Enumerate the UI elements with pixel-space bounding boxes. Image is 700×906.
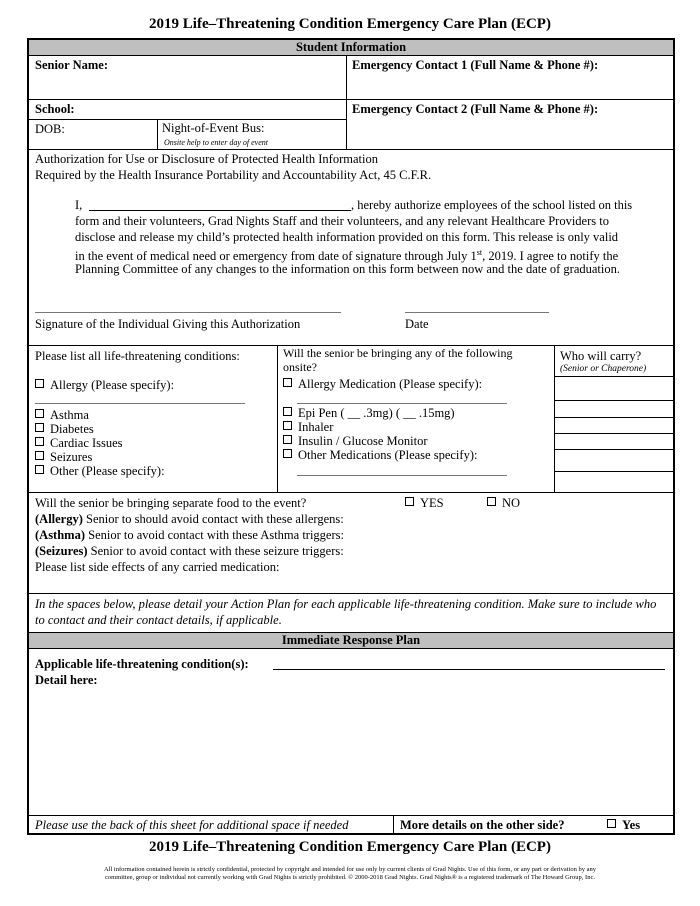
bus-label: Night-of-Event Bus: (162, 121, 265, 135)
condition-other[interactable]: Other (Please specify): (35, 463, 165, 479)
footer-line-2: committee, group or individual not currently working with Grad Nights is strictly prohibited. © 2000-2018 Grad Nights. Grad Nights® is a registered trademark of The Howard Group, Inc. (105, 874, 595, 881)
auth-line-5: Planning Committee of any changes to the information on this form between now and the date of graduation. (75, 262, 621, 276)
checkbox-icon[interactable] (607, 819, 616, 828)
checkbox-icon[interactable] (283, 421, 292, 430)
food-yes-option[interactable]: YES (405, 495, 444, 511)
checkbox-icon[interactable] (487, 497, 496, 506)
med-epipen[interactable]: Epi Pen ( __ .3mg) ( __ .15mg) (283, 405, 455, 421)
med-allergy[interactable]: Allergy Medication (Please specify): (283, 376, 482, 392)
auth-heading-2: Required by the Health Insurance Portability and Accountability Act, 45 C.F.R. (35, 168, 432, 182)
asthma-triggers: (Asthma) Senior to avoid contact with these Asthma triggers: (35, 528, 344, 542)
checkbox-icon[interactable] (35, 437, 44, 446)
medications-header: Will the senior be bringing any of the following onsite? (283, 346, 513, 374)
senior-name-label: Senior Name: (35, 58, 109, 72)
date-label: Date (405, 317, 429, 331)
carrier-note: (Senior or Chaperone) (560, 364, 647, 374)
checkbox-icon[interactable] (283, 378, 292, 387)
response-plan-header: Immediate Response Plan (29, 633, 673, 648)
checkbox-icon[interactable] (283, 407, 292, 416)
auth-line-3: disclose and release my child’s protected health information provided on this form. This release is only valid (75, 230, 619, 244)
student-info-header: Student Information (29, 40, 673, 55)
auth-line-1-end: , hereby authorize employees of the school listed on this (351, 198, 633, 212)
checkbox-icon[interactable] (35, 465, 44, 474)
med-other[interactable]: Other Medications (Please specify): (283, 447, 477, 463)
checkbox-icon[interactable] (405, 497, 414, 506)
signature-line[interactable] (35, 312, 341, 313)
dob-label: DOB: (35, 122, 65, 136)
condition-label: Applicable life-threatening condition(s): (35, 657, 249, 671)
bus-note: Onsite help to enter day of event (164, 138, 268, 147)
school-label: School: (35, 102, 75, 116)
condition-input-line[interactable] (273, 669, 665, 670)
checkbox-icon[interactable] (283, 449, 292, 458)
date-line[interactable] (405, 312, 549, 313)
condition-asthma[interactable]: Asthma (35, 407, 89, 423)
auth-heading-1: Authorization for Use or Disclosure of Protected Health Information (35, 152, 378, 166)
emergency-contact-2-label: Emergency Contact 2 (Full Name & Phone #): (352, 102, 599, 116)
carrier-header: Who will carry? (560, 349, 642, 363)
condition-diabetes[interactable]: Diabetes (35, 421, 94, 437)
condition-seizures[interactable]: Seizures (35, 449, 92, 465)
page-title-bottom: 2019 Life–Threatening Condition Emergency Care Plan (ECP) (149, 839, 551, 855)
food-question: Will the senior be bringing separate food to the event? (35, 496, 307, 510)
checkbox-icon[interactable] (35, 379, 44, 388)
auth-line-2: form and their volunteers, Grad Nights Staff and their volunteers, and any relevant Healthcare Providers to (75, 214, 609, 228)
page-title: 2019 Life–Threatening Condition Emergency Care Plan (ECP) (149, 16, 551, 32)
back-of-sheet-note: Please use the back of this sheet for additional space if needed (35, 818, 349, 832)
checkbox-icon[interactable] (283, 435, 292, 444)
allergy-triggers: (Allergy) Senior to should avoid contact with these allergens: (35, 512, 344, 526)
med-insulin[interactable]: Insulin / Glucose Monitor (283, 433, 428, 449)
conditions-header: Please list all life-threatening conditions: (35, 349, 240, 363)
emergency-contact-1-label: Emergency Contact 1 (Full Name & Phone #): (352, 58, 599, 72)
food-no-option[interactable]: NO (487, 495, 520, 511)
checkbox-icon[interactable] (35, 423, 44, 432)
checkbox-icon[interactable] (35, 409, 44, 418)
form-frame (27, 38, 675, 835)
condition-allergy[interactable]: Allergy (Please specify): (35, 377, 174, 393)
auth-line-1-start: I, (75, 198, 83, 212)
detail-label: Detail here: (35, 673, 98, 687)
auth-line-4: in the event of medical need or emergency from date of signature through July 1st, 2019. I agree to notify the (75, 248, 619, 264)
med-inhaler[interactable]: Inhaler (283, 419, 333, 435)
action-plan-note: In the spaces below, please detail your Action Plan for each applicable life-threatening condition. Make sure to include who to contact and their contact details, if applicable. (35, 597, 657, 627)
condition-cardiac[interactable]: Cardiac Issues (35, 435, 123, 451)
more-details-label: More details on the other side? (400, 818, 565, 832)
footer-line-1: All information contained herein is strictly confidential, protected by copyright and intended for use only by current clients of Grad Nights. Use of this form, or any part or derivation by any (103, 866, 597, 873)
signature-label: Signature of the Individual Giving this Authorization (35, 317, 301, 331)
checkbox-icon[interactable] (35, 451, 44, 460)
seizure-triggers: (Seizures) Senior to avoid contact with these seizure triggers: (35, 544, 344, 558)
side-effects-label: Please list side effects of any carried medication: (35, 560, 280, 574)
more-details-yes-option[interactable]: Yes (607, 817, 640, 833)
